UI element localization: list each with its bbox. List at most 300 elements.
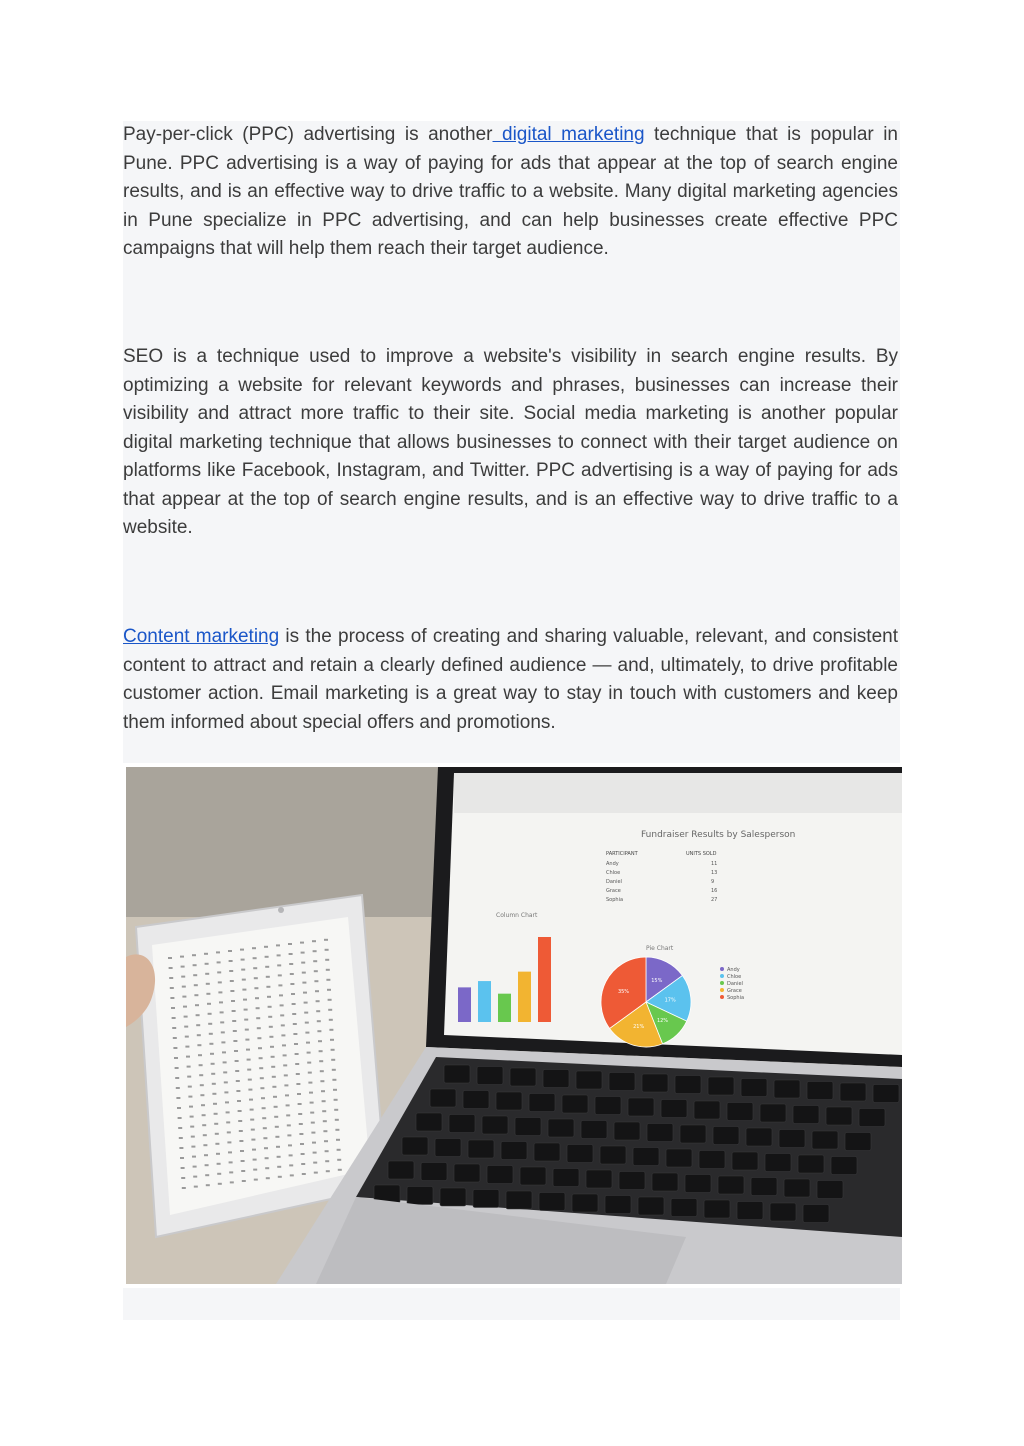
calendar-day — [236, 1090, 240, 1092]
calendar-day — [215, 1133, 219, 1135]
calendar-day — [258, 1047, 262, 1049]
calendar-day — [267, 996, 271, 998]
calendar-day — [191, 1146, 195, 1148]
bar — [538, 937, 551, 1022]
photo-illustration — [126, 767, 902, 1284]
calendar-day — [325, 959, 329, 961]
calendar-day — [239, 1140, 243, 1142]
keyboard-key — [473, 1190, 499, 1208]
legend-label: Chloe — [727, 974, 742, 980]
calendar-day — [300, 942, 304, 944]
keyboard-key — [845, 1133, 871, 1151]
calendar-day — [279, 994, 283, 996]
calendar-day — [170, 997, 174, 999]
calendar-day — [325, 949, 329, 951]
calendar-day — [288, 943, 292, 945]
table-cell-units: 16 — [711, 888, 718, 894]
keyboard-key — [416, 1113, 442, 1131]
calendar-day — [242, 989, 246, 991]
keyboard-key — [529, 1094, 555, 1112]
calendar-day — [182, 1187, 186, 1189]
keyboard-key — [642, 1074, 668, 1092]
calendar-day — [173, 1047, 177, 1049]
calendar-day — [260, 1077, 264, 1079]
keyboard-key — [812, 1131, 838, 1149]
keyboard-key — [605, 1196, 631, 1214]
calendar-day — [195, 1004, 199, 1006]
calendar-day — [233, 1040, 237, 1042]
calendar-day — [194, 1186, 198, 1188]
calendar-day — [218, 991, 222, 993]
calendar-day — [185, 1036, 189, 1038]
calendar-day — [272, 1076, 276, 1078]
calendar-day — [288, 1144, 292, 1146]
calendar-day — [193, 1166, 197, 1168]
calendar-day — [188, 1096, 192, 1098]
calendar-day — [277, 1156, 281, 1158]
calendar-day — [273, 1096, 277, 1098]
calendar-day — [254, 977, 258, 979]
calendar-day — [298, 1113, 302, 1115]
keyboard-key — [440, 1188, 466, 1206]
calendar-day — [325, 1150, 329, 1152]
calendar-day — [320, 1080, 324, 1082]
calendar-day — [207, 1003, 211, 1005]
calendar-day — [259, 1057, 263, 1059]
calendar-day — [229, 960, 233, 962]
calendar-day — [252, 947, 256, 949]
content-marketing-link[interactable]: Content marketing — [123, 626, 280, 647]
keyboard-key — [638, 1197, 664, 1215]
calendar-day — [323, 1130, 327, 1132]
calendar-day — [199, 1074, 203, 1076]
calendar-day — [179, 1147, 183, 1149]
calendar-day — [203, 1144, 207, 1146]
calendar-day — [325, 1160, 329, 1162]
keyboard-key — [666, 1149, 692, 1167]
paragraph-text: technique that is popular in Pune. PPC advertising is a way of paying for ads that appear at the top of search engine results, and is an effective way to drive traffic to a website. Many digital marketing agencies in Pune specialize in PPC advertising, and can help businesses create effective PPC campaigns that will help them reach their target audience. — [123, 124, 898, 259]
keyboard-key — [708, 1077, 734, 1095]
calendar-day — [190, 1116, 194, 1118]
keyboard-key — [741, 1079, 767, 1097]
calendar-day — [310, 1112, 314, 1114]
keyboard-key — [713, 1127, 739, 1145]
calendar-day — [255, 997, 259, 999]
keyboard-key — [675, 1076, 701, 1094]
bar — [478, 981, 491, 1022]
calendar-day — [251, 1139, 255, 1141]
calendar-day — [175, 1077, 179, 1079]
calendar-day — [265, 1167, 269, 1169]
calendar-day — [183, 1006, 187, 1008]
calendar-day — [238, 1110, 242, 1112]
calendar-day — [172, 1027, 176, 1029]
calendar-day — [228, 1151, 232, 1153]
calendar-day — [289, 1154, 293, 1156]
calendar-day — [213, 1103, 217, 1105]
keyboard-key — [496, 1092, 522, 1110]
calendar-day — [208, 1013, 212, 1015]
calendar-day — [313, 1152, 317, 1154]
pie-label: 15% — [651, 977, 663, 984]
calendar-day — [237, 1100, 241, 1102]
calendar-day — [269, 1026, 273, 1028]
calendar-day — [283, 1064, 287, 1066]
calendar-day — [327, 989, 331, 991]
calendar-day — [291, 993, 295, 995]
calendar-day — [309, 1092, 313, 1094]
calendar-day — [252, 1149, 256, 1151]
keyboard-key — [501, 1142, 527, 1160]
calendar-day — [312, 1142, 316, 1144]
calendar-day — [259, 1067, 263, 1069]
calendar-day — [189, 1106, 193, 1108]
keyboard-key — [407, 1187, 433, 1205]
calendar-day — [315, 990, 319, 992]
calendar-day — [289, 1164, 293, 1166]
keyboard-key — [586, 1170, 612, 1188]
table-cell-participant: Daniel — [606, 879, 622, 885]
calendar-day — [202, 1114, 206, 1116]
calendar-day — [316, 1000, 320, 1002]
calendar-day — [223, 1071, 227, 1073]
calendar-day — [174, 1057, 178, 1059]
calendar-day — [266, 1177, 270, 1179]
calendar-day — [180, 956, 184, 958]
keyboard-key — [694, 1101, 720, 1119]
calendar-day — [311, 1122, 315, 1124]
calendar-day — [256, 1007, 260, 1009]
calendar-day — [211, 1063, 215, 1065]
bar — [498, 994, 511, 1022]
calendar-day — [224, 1081, 228, 1083]
calendar-day — [292, 1013, 296, 1015]
calendar-day — [314, 1172, 318, 1174]
calendar-day — [296, 1083, 300, 1085]
calendar-day — [196, 1014, 200, 1016]
calendar-day — [253, 1159, 257, 1161]
calendar-day — [212, 1083, 216, 1085]
calendar-day — [265, 966, 269, 968]
calendar-day — [311, 1132, 315, 1134]
calendar-day — [240, 949, 244, 951]
keyboard-key — [421, 1163, 447, 1181]
keyboard-key — [751, 1178, 777, 1196]
bar — [518, 972, 531, 1022]
keyboard-key — [543, 1070, 569, 1088]
calendar-day — [193, 1176, 197, 1178]
calendar-day — [230, 1181, 234, 1183]
calendar-day — [194, 994, 198, 996]
calendar-day — [317, 1030, 321, 1032]
paragraph-seo: SEO is a technique used to improve a website's visibility in search engine results. By optimizing a website for relevant keywords and phrases, businesses can increase their visibility and attract more traffic to their site. Social media marketing is another popular digital marketing technique that allows businesses to connect with their target audience on platforms like Facebook, Instagram, and Twitter. PPC advertising is a way of paying for ads that appear at the top of search engine results, and is an effective way to drive traffic to a website. — [123, 346, 898, 538]
calendar-day — [308, 1072, 312, 1074]
calendar-day — [175, 1067, 179, 1069]
calendar-day — [245, 1029, 249, 1031]
calendar-day — [222, 1051, 226, 1053]
keyboard-key — [732, 1152, 758, 1170]
calendar-day — [331, 1059, 335, 1061]
calendar-day — [244, 1009, 248, 1011]
calendar-day — [307, 1062, 311, 1064]
calendar-day — [335, 1119, 339, 1121]
calendar-day — [334, 1109, 338, 1111]
table-cell-units: 13 — [711, 870, 718, 876]
calendar-day — [301, 952, 305, 954]
calendar-day — [266, 976, 270, 978]
pie-label: 21% — [633, 1023, 645, 1030]
calendar-day — [192, 954, 196, 956]
calendar-day — [278, 1176, 282, 1178]
screen-title: Fundraiser Results by Salesperson — [641, 830, 796, 840]
calendar-day — [337, 1149, 341, 1151]
calendar-day — [265, 956, 269, 958]
calendar-day — [208, 1023, 212, 1025]
calendar-day — [257, 1027, 261, 1029]
calendar-day — [187, 1066, 191, 1068]
calendar-day — [314, 970, 318, 972]
calendar-day — [317, 1020, 321, 1022]
paragraph-ppc — [123, 121, 898, 264]
calendar-day — [336, 1139, 340, 1141]
calendar-day — [319, 1060, 323, 1062]
calendar-day — [333, 1089, 337, 1091]
calendar-day — [269, 1036, 273, 1038]
calendar-day — [289, 953, 293, 955]
calendar-day — [210, 1053, 214, 1055]
legend-swatch — [720, 995, 724, 999]
keyboard-key — [510, 1068, 536, 1086]
calendar-day — [218, 981, 222, 983]
keyboard-key — [798, 1155, 824, 1173]
calendar-day — [312, 940, 316, 942]
calendar-day — [225, 1101, 229, 1103]
calendar-day — [305, 1022, 309, 1024]
keyboard-key — [859, 1109, 885, 1127]
calendar-day — [177, 1107, 181, 1109]
keyboard-key — [553, 1169, 579, 1187]
calendar-day — [281, 1034, 285, 1036]
calendar-day — [281, 1024, 285, 1026]
keyboard-key — [784, 1179, 810, 1197]
keyboard-key — [661, 1100, 687, 1118]
legend-label: Andy — [727, 967, 740, 973]
calendar-day — [337, 1159, 341, 1161]
calendar-day — [230, 990, 234, 992]
calendar-day — [181, 1167, 185, 1169]
legend-swatch — [720, 988, 724, 992]
calendar-day — [241, 1170, 245, 1172]
calendar-day — [206, 983, 210, 985]
calendar-day — [263, 1127, 267, 1129]
calendar-day — [182, 986, 186, 988]
calendar-day — [176, 1097, 180, 1099]
calendar-day — [335, 1129, 339, 1131]
keyboard-key — [567, 1145, 593, 1163]
keyboard-key — [831, 1157, 857, 1175]
keyboard-key — [765, 1154, 791, 1172]
calendar-day — [318, 1040, 322, 1042]
calendar-day — [329, 1029, 333, 1031]
calendar-day — [278, 984, 282, 986]
calendar-day — [198, 1054, 202, 1056]
keyboard-key — [388, 1161, 414, 1179]
calendar-day — [209, 1033, 213, 1035]
calendar-day — [278, 974, 282, 976]
legend-label: Grace — [727, 988, 742, 994]
calendar-day — [264, 1147, 268, 1149]
calendar-day — [254, 987, 258, 989]
keyboard-key — [539, 1193, 565, 1211]
calendar-day — [235, 1070, 239, 1072]
calendar-day — [201, 1104, 205, 1106]
calendar-day — [205, 973, 209, 975]
calendar-day — [205, 963, 209, 965]
keyboard-key — [770, 1203, 796, 1221]
calendar-day — [262, 1107, 266, 1109]
calendar-day — [238, 1120, 242, 1122]
calendar-day — [220, 1011, 224, 1013]
calendar-day — [246, 1049, 250, 1051]
calendar-day — [275, 1126, 279, 1128]
calendar-day — [307, 1052, 311, 1054]
calendar-day — [216, 1153, 220, 1155]
calendar-day — [251, 1129, 255, 1131]
calendar-day — [272, 1086, 276, 1088]
table-header: PARTICIPANT — [606, 851, 638, 857]
table-cell-participant: Sophia — [606, 897, 624, 903]
calendar-day — [280, 1014, 284, 1016]
calendar-day — [277, 964, 281, 966]
calendar-day — [243, 999, 247, 1001]
calendar-day — [171, 1007, 175, 1009]
calendar-day — [202, 1124, 206, 1126]
calendar-day — [329, 1019, 333, 1021]
paragraph-content-marketing — [123, 623, 898, 737]
calendar-day — [192, 1156, 196, 1158]
calendar-day — [290, 1174, 294, 1176]
calendar-day — [296, 1073, 300, 1075]
paragraph-block-seo — [123, 341, 900, 621]
calendar-day — [284, 1084, 288, 1086]
keyboard-key — [506, 1191, 532, 1209]
calendar-day — [324, 939, 328, 941]
calendar-day — [221, 1041, 225, 1043]
keyboard-key — [581, 1121, 607, 1139]
calendar-day — [266, 986, 270, 988]
calendar-day — [328, 1009, 332, 1011]
keyboard-key — [647, 1124, 673, 1142]
calendar-day — [200, 1094, 204, 1096]
legend-label: Daniel — [727, 981, 743, 987]
calendar-day — [209, 1043, 213, 1045]
legend-swatch — [720, 981, 724, 985]
bar — [458, 987, 471, 1022]
keyboard-key — [685, 1175, 711, 1193]
calendar-day — [205, 1174, 209, 1176]
keyboard-key — [435, 1139, 461, 1157]
keyboard-key — [600, 1146, 626, 1164]
calendar-day — [332, 1069, 336, 1071]
calendar-day — [331, 1049, 335, 1051]
calendar-day — [170, 987, 174, 989]
calendar-day — [217, 1163, 221, 1165]
calendar-day — [289, 963, 293, 965]
keyboard-key — [727, 1103, 753, 1121]
calendar-day — [316, 1010, 320, 1012]
calendar-day — [217, 961, 221, 963]
calendar-day — [301, 1153, 305, 1155]
keyboard-key — [572, 1194, 598, 1212]
keyboard-key — [718, 1176, 744, 1194]
calendar-day — [326, 969, 330, 971]
calendar-day — [224, 1091, 228, 1093]
calendar-day — [219, 1001, 223, 1003]
calendar-day — [241, 969, 245, 971]
calendar-day — [215, 1143, 219, 1145]
calendar-day — [295, 1063, 299, 1065]
calendar-day — [280, 1004, 284, 1006]
calendar-day — [264, 946, 268, 948]
calendar-day — [181, 966, 185, 968]
calendar-day — [295, 1053, 299, 1055]
calendar-day — [268, 1016, 272, 1018]
calendar-day — [277, 1166, 281, 1168]
calendar-day — [253, 957, 257, 959]
calendar-day — [256, 1017, 260, 1019]
calendar-day — [214, 1123, 218, 1125]
calendar-day — [168, 957, 172, 959]
digital-marketing-link[interactable]: digital marketing — [492, 124, 645, 145]
calendar-day — [248, 1089, 252, 1091]
calendar-day — [254, 1179, 258, 1181]
pie-chart — [601, 957, 691, 1047]
keyboard-key — [614, 1122, 640, 1140]
calendar-day — [187, 1076, 191, 1078]
calendar-day — [236, 1080, 240, 1082]
calendar-day — [240, 1150, 244, 1152]
calendar-day — [234, 1050, 238, 1052]
calendar-day — [203, 1134, 207, 1136]
keyboard-key — [444, 1065, 470, 1083]
calendar-day — [205, 1164, 209, 1166]
calendar-day — [301, 962, 305, 964]
calendar-day — [276, 1146, 280, 1148]
legend-swatch — [720, 967, 724, 971]
calendar-day — [204, 1154, 208, 1156]
calendar-day — [250, 1119, 254, 1121]
keyboard-key — [402, 1137, 428, 1155]
keyboard-key — [477, 1067, 503, 1085]
calendar-day — [253, 967, 257, 969]
calendar-day — [293, 1023, 297, 1025]
calendar-day — [282, 1044, 286, 1046]
calendar-day — [216, 951, 220, 953]
legend-swatch — [720, 974, 724, 978]
calendar-day — [250, 1109, 254, 1111]
calendar-day — [271, 1066, 275, 1068]
pie-chart-title: Pie Chart — [646, 945, 674, 952]
calendar-day — [184, 1026, 188, 1028]
calendar-day — [287, 1124, 291, 1126]
calendar-day — [173, 1037, 177, 1039]
calendar-day — [290, 973, 294, 975]
keyboard-key — [737, 1202, 763, 1220]
paragraph-text: is the process of creating and sharing valuable, relevant, and consistent content to attract and retain a clearly defined audience — and, ultimately, to drive profitable customer action. Email marketing is a great way to stay in touch with customers and keep them informed about special offers and promotions. — [123, 626, 898, 733]
keyboard-key — [699, 1151, 725, 1169]
keyboard-key — [652, 1173, 678, 1191]
calendar-day — [285, 1094, 289, 1096]
